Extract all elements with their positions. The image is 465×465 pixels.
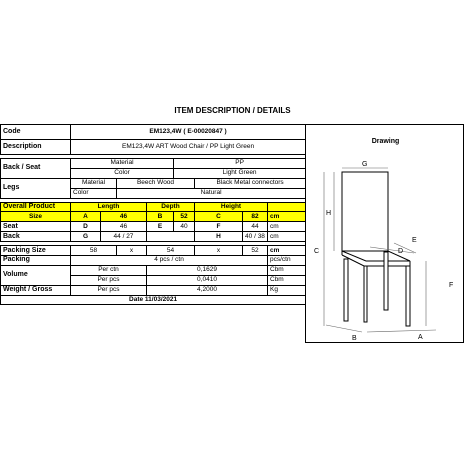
packing-size-v1: 58 <box>71 246 117 256</box>
back-h-value: 40 / 38 <box>243 232 268 242</box>
volume-ctn-unit: Cbm <box>268 265 306 275</box>
label-f: F <box>449 282 454 289</box>
packing-size-v2: 54 <box>147 246 195 256</box>
code-value: EM123,4W ( E-00020847 ) <box>71 125 306 140</box>
back-g-value: 44 / 27 <box>101 232 147 242</box>
size-a-value: 46 <box>101 212 147 222</box>
legs-label: Legs <box>1 178 71 198</box>
packing-size-v3: 52 <box>243 246 268 256</box>
volume-per-ctn-label: Per ctn <box>71 265 147 275</box>
back-seat-label: Back / Seat <box>1 159 71 179</box>
seat-label: Seat <box>1 222 71 232</box>
date-row <box>1 295 306 305</box>
seat-f-value: 44 <box>243 222 268 232</box>
back-g-letter: G <box>71 232 101 242</box>
packing-size-row <box>1 246 306 256</box>
volume-per-pcs-value: 0,0410 <box>147 275 268 285</box>
back-seat-color-label: Color <box>71 168 174 178</box>
label-d: D <box>398 248 404 255</box>
chair-backrest <box>342 172 388 251</box>
label-b: B <box>352 335 357 342</box>
date-value: Date 11/03/2021 <box>1 295 306 305</box>
legs-material-label: Material <box>71 178 117 188</box>
size-c-letter: C <box>195 212 243 222</box>
legs-connectors-value: Black Metal connectors <box>195 178 306 188</box>
size-b-value: 52 <box>174 212 195 222</box>
size-row <box>1 212 306 222</box>
document-title: ITEM DESCRIPTION / DETAILS <box>174 106 291 115</box>
code-label: Code <box>1 125 71 140</box>
description-row <box>1 140 306 155</box>
packing-unit: pcs/ctn <box>268 256 306 266</box>
size-c-value: 82 <box>243 212 268 222</box>
packing-size-x2: x <box>195 246 243 256</box>
weight-value: 4,2000 <box>147 285 268 295</box>
chair-leg-middle <box>364 266 367 322</box>
volume-per-ctn-value: 0,1629 <box>147 265 268 275</box>
chair-drawing <box>306 125 465 344</box>
volume-pcs-unit: Cbm <box>268 275 306 285</box>
label-a: A <box>418 334 423 341</box>
back-seat-color-value: Light Green <box>174 168 306 178</box>
legs-color-label: Color <box>71 188 117 198</box>
label-c: C <box>314 248 320 255</box>
overall-product-label: Overall Product <box>1 202 71 212</box>
spec-table <box>0 124 306 305</box>
seat-e-letter: E <box>147 222 174 232</box>
packing-value: 4 pcs / ctn <box>71 256 268 266</box>
seat-f-letter: F <box>195 222 243 232</box>
height-header: Height <box>195 202 268 212</box>
seat-e-value: 40 <box>174 222 195 232</box>
depth-header: Depth <box>147 202 195 212</box>
legs-material-row <box>1 178 306 188</box>
description-value: EM123,4W ART Wood Chair / PP Light Green <box>71 140 306 155</box>
label-g: G <box>362 161 368 168</box>
packing-label: Packing <box>1 256 71 266</box>
legs-material-value: Beech Wood <box>117 178 195 188</box>
spec-sheet <box>0 124 464 344</box>
seat-d-value: 46 <box>101 222 147 232</box>
back-seat-material-label: Material <box>71 159 174 169</box>
back-h-letter: H <box>195 232 243 242</box>
chair-leg-front-right <box>406 266 410 326</box>
packing-row <box>1 256 306 266</box>
weight-per-pcs-label: Per pcs <box>71 285 147 295</box>
drawing-title: Drawing <box>371 138 400 145</box>
weight-label: Weight / Gross <box>1 285 71 295</box>
chair-leg-back <box>384 252 388 310</box>
back-unit: cm <box>268 232 306 242</box>
packing-size-x1: x <box>117 246 147 256</box>
volume-label: Volume <box>1 265 71 285</box>
seat-unit: cm <box>268 222 306 232</box>
packing-size-label: Packing Size <box>1 246 71 256</box>
size-unit: cm <box>268 212 306 222</box>
seat-row <box>1 222 306 232</box>
size-label: Size <box>1 212 71 222</box>
weight-unit: Kg <box>268 285 306 295</box>
seat-d-letter: D <box>71 222 101 232</box>
code-row <box>1 125 306 140</box>
back-seat-material-row <box>1 159 306 169</box>
weight-row <box>1 285 306 295</box>
chair-leg-front-left <box>344 259 348 321</box>
size-b-letter: B <box>147 212 174 222</box>
description-label: Description <box>1 140 71 155</box>
volume-per-pcs-label: Per pcs <box>71 275 147 285</box>
length-header: Length <box>71 202 147 212</box>
label-h: H <box>326 210 332 217</box>
label-e: E <box>412 237 417 244</box>
volume-ctn-row <box>1 265 306 275</box>
back-row <box>1 232 306 242</box>
drawing-panel <box>305 124 464 343</box>
legs-color-value: Natural <box>117 188 306 198</box>
overall-product-row <box>1 202 306 212</box>
size-a-letter: A <box>71 212 101 222</box>
back-seat-material-value: PP <box>174 159 306 169</box>
packing-size-unit: cm <box>268 246 306 256</box>
back-label: Back <box>1 232 71 242</box>
